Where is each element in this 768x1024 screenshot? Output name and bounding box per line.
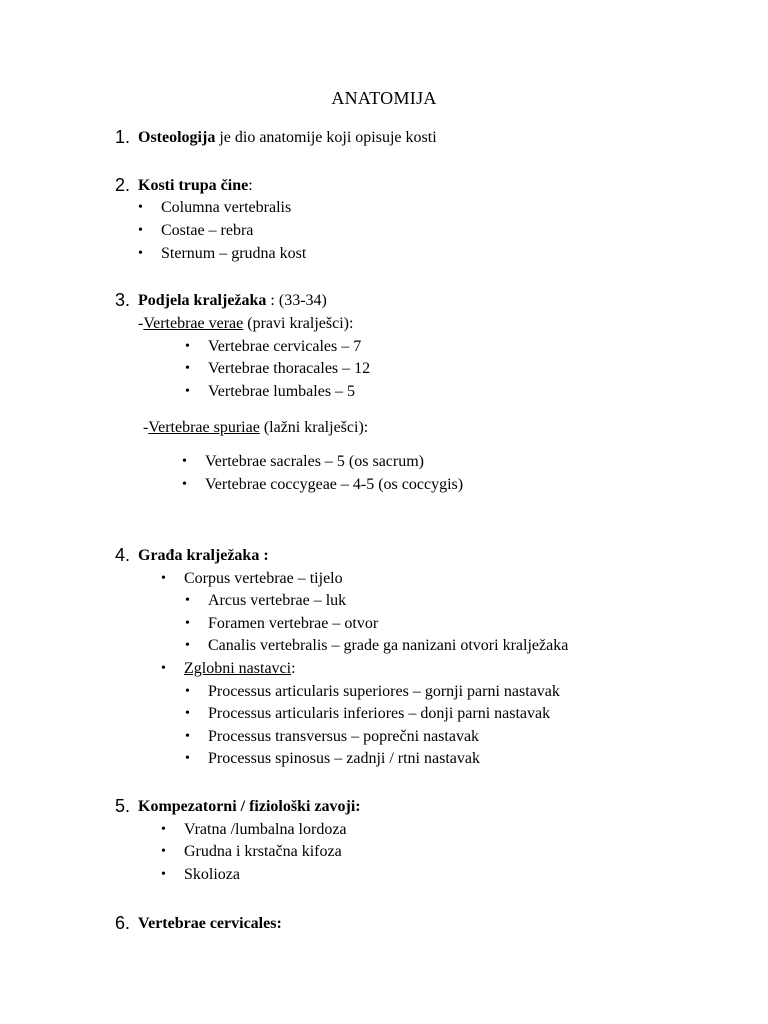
list-item: Costae – rebra <box>161 222 254 239</box>
section-5-number: 5. <box>115 796 131 816</box>
list-item: Vertebrae lumbales – 5 <box>208 383 356 400</box>
list-item: Processus articularis superiores – gornji parni nastavak <box>208 683 560 700</box>
spuriae-underlined: Vertebrae spuriae <box>148 419 260 436</box>
bullet-icon: • <box>185 729 190 744</box>
bullet-icon: • <box>185 361 190 376</box>
list-item: Sternum – grudna kost <box>161 245 307 262</box>
bullet-icon: • <box>185 684 190 699</box>
bullet-icon: • <box>185 339 190 354</box>
zglobni-underlined: Zglobni nastavci <box>184 660 292 677</box>
list-item: Canalis vertebralis – grade ga nanizani otvori kralježaka <box>208 637 569 654</box>
section-3-heading: Podjela kralježaka <box>138 292 267 309</box>
section-4-number: 4. <box>115 545 131 565</box>
list-item: Processus articularis inferiores – donji parni nastavak <box>208 705 551 722</box>
section-1-rest: je dio anatomije koji opisuje kosti <box>215 129 437 146</box>
section-4-text <box>138 546 269 566</box>
section-1-heading: Osteologija <box>138 129 216 146</box>
list-item: Corpus vertebrae – tijelo <box>184 570 343 587</box>
bullet-icon: • <box>185 706 190 721</box>
section-1-text <box>138 128 437 148</box>
section-3-text <box>138 291 327 311</box>
section-5-text <box>138 797 361 817</box>
bullet-icon: • <box>182 454 187 469</box>
list-item: Skolioza <box>184 866 240 883</box>
bullet-icon: • <box>138 246 143 261</box>
list-item: Vertebrae cervicales – 7 <box>208 338 362 355</box>
bullet-icon: • <box>138 200 143 215</box>
bullet-icon: • <box>185 384 190 399</box>
zglobni-heading: Zglobni nastavci: <box>184 660 296 677</box>
list-item: Vratna /lumbalna lordoza <box>184 821 347 838</box>
spuriae-heading: -Vertebrae spuriae (lažni kralješci): <box>143 419 369 436</box>
list-item: Arcus vertebrae – luk <box>208 592 347 609</box>
section-6-heading: Vertebrae cervicales: <box>138 915 282 932</box>
verae-heading: -Vertebrae verae (pravi kralješci): <box>138 315 354 332</box>
bullet-icon: • <box>161 661 166 676</box>
section-5-heading: Kompezatorni / fiziološki zavoji: <box>138 798 361 815</box>
verae-underlined: Vertebrae verae <box>143 315 244 332</box>
list-item: Vertebrae coccygeae – 4-5 (os coccygis) <box>205 476 464 493</box>
bullet-icon: • <box>161 844 166 859</box>
bullet-icon: • <box>138 223 143 238</box>
bullet-icon: • <box>161 822 166 837</box>
bullet-icon: • <box>185 616 190 631</box>
section-2-text <box>138 176 253 196</box>
list-item: Foramen vertebrae – otvor <box>208 615 379 632</box>
section-2-heading: Kosti trupa čine <box>138 177 249 194</box>
list-item: Grudna i krstačna kifoza <box>184 843 342 860</box>
bullet-icon: • <box>185 751 190 766</box>
bullet-icon: • <box>182 477 187 492</box>
list-item: Processus spinosus – zadnji / rtni nastavak <box>208 750 480 767</box>
section-3-rest: : (33-34) <box>266 292 327 309</box>
section-2-number: 2. <box>115 175 131 195</box>
list-item: Columna vertebralis <box>161 199 292 216</box>
section-3-number: 3. <box>115 290 131 310</box>
bullet-icon: • <box>161 867 166 882</box>
list-item: Vertebrae thoracales – 12 <box>208 360 371 377</box>
section-4-heading: Građa kralježaka : <box>138 547 269 564</box>
bullet-icon: • <box>161 571 166 586</box>
page-title: ANATOMIJA <box>331 88 437 108</box>
list-item: Processus transversus – poprečni nastavak <box>208 728 480 745</box>
section-6-number: 6. <box>115 913 131 933</box>
bullet-icon: • <box>185 638 190 653</box>
bullet-icon: • <box>185 593 190 608</box>
section-6-text <box>138 914 282 934</box>
section-2-rest: : <box>248 177 253 194</box>
section-1-number: 1. <box>115 127 131 147</box>
list-item: Vertebrae sacrales – 5 (os sacrum) <box>205 453 425 470</box>
